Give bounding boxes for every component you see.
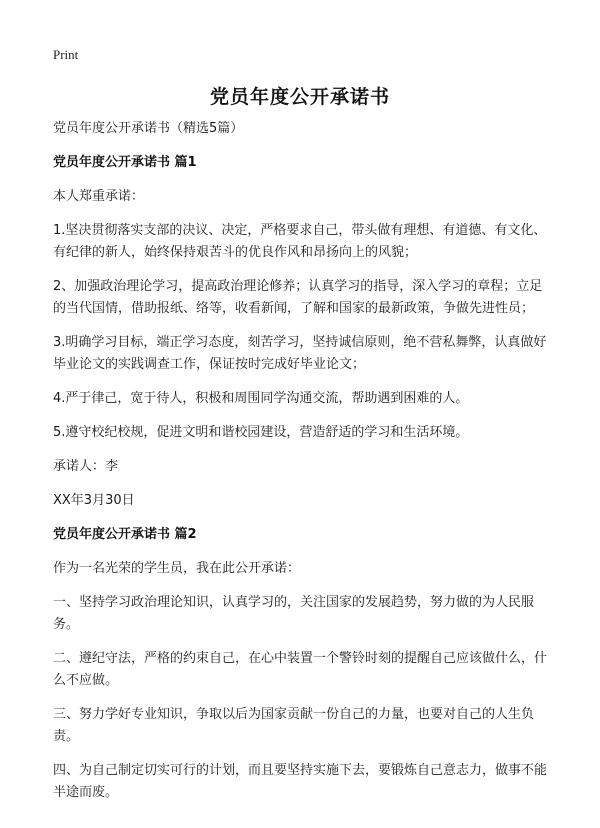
paragraph: 3.明确学习目标，端正学习态度，刻苦学习，坚持诚信原则，绝不营私舞弊，认真做好毕业论文的实践调查工作，保证按时完成好毕业论文； <box>53 335 547 372</box>
date-line: XX年3月30日 <box>53 493 135 508</box>
paragraph: 二、遵纪守法，严格的约束自己，在心中装置一个警铃时刻的提醒自己应该做什么，什么不应做。 <box>53 651 548 688</box>
document-body <box>53 118 553 816</box>
section-heading: 党员年度公开承诺书 篇1 <box>53 155 197 170</box>
document-subtitle: 党员年度公开承诺书（精选5篇） <box>53 121 244 136</box>
paragraph: 4.严于律己，宽于待人，积极和周围同学沟通交流，帮助遇到困难的人。 <box>53 391 469 406</box>
paragraph: 一、坚持学习政治理论知识，认真学习的，关注国家的发展趋势，努力做的为人民服务。 <box>53 595 535 632</box>
paragraph: 1.坚决贯彻落实支部的决议、决定，严格要求自己，带头做有理想、有道德、有文化、有纪律的新人，始终保持艰苦斗的优良作风和昂扬向上的风貌； <box>53 223 547 260</box>
paragraph: 5.遵守校纪校规，促进文明和谐校园建设，营造舒适的学习和生活环境。 <box>53 425 469 440</box>
print-link[interactable]: Print <box>53 47 79 62</box>
paragraph: 三、努力学好专业知识，争取以后为国家贡献一份自己的力量，也要对自己的人生负责。 <box>53 707 535 744</box>
paragraph: 四、为自己制定切实可行的计划，而且要坚持实施下去，要锻炼自己意志力，做事不能半途而废。 <box>53 763 548 800</box>
paragraph: 作为一名光荣的学生员，我在此公开承诺： <box>53 561 301 576</box>
section-heading: 党员年度公开承诺书 篇2 <box>53 527 197 542</box>
signature-line: 承诺人：李 <box>53 459 119 474</box>
paragraph: 2、加强政治理论学习，提高政治理论修养；认真学习的指导，深入学习的章程；立足的当代国情，借助报纸、络等，收看新闻，了解和国家的最新政策，争做先进性员； <box>53 279 543 316</box>
page-title: 党员年度公开承诺书 <box>209 86 390 108</box>
paragraph: 本人郑重承诺： <box>53 189 145 204</box>
